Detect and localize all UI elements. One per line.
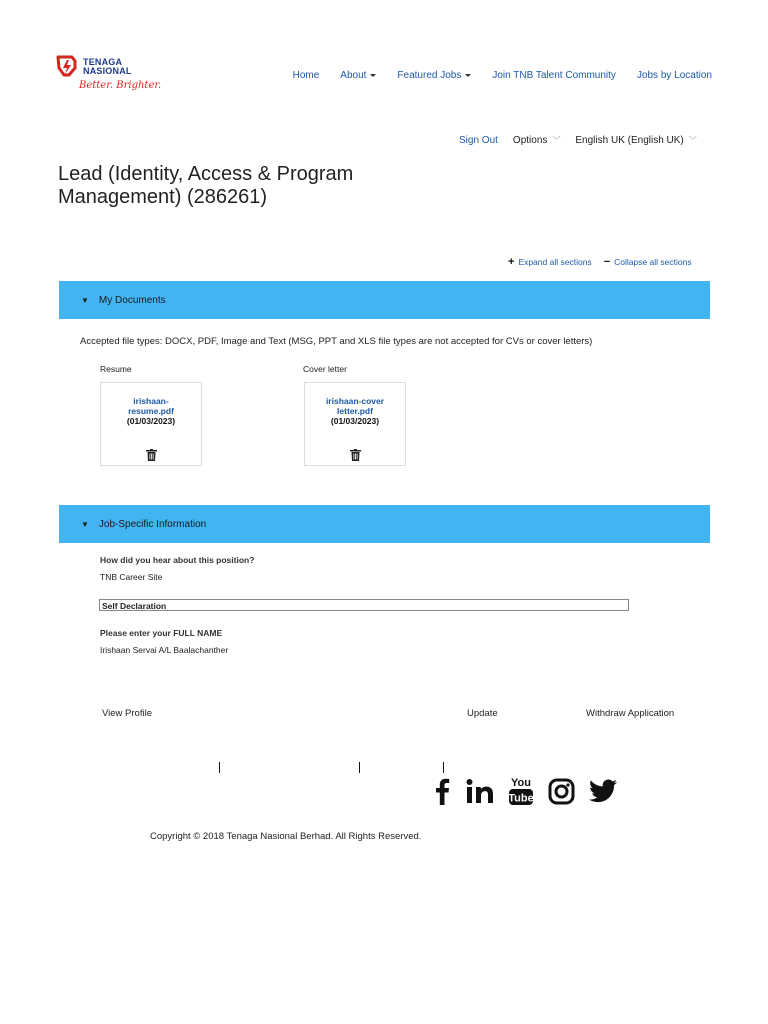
nav-join-talent-community[interactable]: Join TNB Talent Community [492, 70, 616, 81]
chevron-down-icon: ﹀ [552, 136, 561, 145]
section-title: Job-Specific Information [98, 518, 207, 530]
footer-separator [359, 762, 360, 773]
answer-full-name: Irishaan Servai A/L Baalachanther [100, 645, 229, 655]
job-specific-info-header[interactable] [59, 505, 710, 543]
expand-all-button[interactable]: + Expand all sections [508, 256, 592, 268]
logo-wordmark: TENAGA NASIONAL [83, 57, 132, 76]
question-how-did-you-hear: How did you hear about this position? [100, 555, 255, 565]
collapse-all-button[interactable]: − Collapse all sections [603, 256, 692, 268]
resume-file-link[interactable]: irishaan-resume.pdf [128, 396, 174, 416]
trash-icon[interactable] [146, 449, 157, 461]
cover-letter-file-link[interactable]: irishaan-cover letter.pdf [325, 396, 385, 416]
utility-bar [459, 135, 697, 146]
copyright-text: Copyright © 2018 Tenaga Nasional Berhad. All Rights Reserved. [150, 831, 422, 842]
svg-text:Tube: Tube [508, 792, 534, 805]
youtube-icon[interactable] [508, 776, 534, 806]
page-title: Lead (Identity, Access & Program Management) (286261) [58, 163, 354, 208]
view-profile-button[interactable]: View Profile [102, 708, 152, 719]
trash-icon[interactable] [350, 449, 361, 461]
social-links [432, 776, 617, 806]
resume-label: Resume [100, 364, 132, 374]
my-documents-header[interactable] [59, 281, 710, 319]
options-dropdown[interactable] [513, 135, 560, 146]
top-nav [293, 70, 712, 81]
section-controls [508, 256, 692, 268]
minus-icon: − [603, 256, 611, 268]
update-button[interactable]: Update [467, 708, 498, 719]
options-label: Options [512, 135, 548, 146]
footer-separator [443, 762, 444, 773]
tnb-logo[interactable] [55, 54, 162, 96]
language-label: English UK (English UK) [575, 135, 684, 146]
nav-jobs-by-location[interactable]: Jobs by Location [636, 70, 712, 81]
question-full-name: Please enter your FULL NAME [100, 628, 223, 638]
answer-how-did-you-hear: TNB Career Site [100, 572, 163, 582]
nav-about[interactable]: About [340, 70, 376, 81]
cover-letter-label: Cover letter [303, 364, 347, 374]
nav-featured-jobs[interactable]: Featured Jobs [397, 70, 471, 81]
instagram-icon[interactable] [548, 778, 575, 805]
nav-home[interactable]: Home [292, 70, 320, 81]
chevron-down-icon: ﹀ [688, 136, 697, 145]
caret-down-icon: ▼ [81, 295, 89, 305]
language-dropdown[interactable] [575, 135, 696, 146]
logo-tagline: Better. Brighter. [79, 80, 162, 91]
caret-down-icon: ▼ [81, 519, 89, 529]
section-title: My Documents [98, 294, 166, 306]
plus-icon: + [508, 256, 515, 268]
resume-card [100, 382, 202, 466]
sign-out-link[interactable]: Sign Out [459, 135, 498, 146]
withdraw-application-button[interactable]: Withdraw Application [586, 708, 675, 719]
caret-down-icon [465, 74, 471, 77]
facebook-icon[interactable] [432, 777, 452, 805]
accepted-file-types: Accepted file types: DOCX, PDF, Image and Text (MSG, PPT and XLS file types are not accepted for CVs or cover letters) [80, 336, 593, 347]
linkedin-icon[interactable] [466, 778, 494, 804]
footer-separator [219, 762, 220, 773]
resume-date: (01/03/2023) [126, 416, 176, 426]
svg-text:You: You [511, 777, 531, 789]
self-declaration-box: Self Declaration [99, 599, 629, 611]
cover-letter-card [304, 382, 406, 466]
twitter-icon[interactable] [589, 779, 617, 803]
cover-letter-date: (01/03/2023) [330, 416, 380, 426]
caret-down-icon [370, 74, 376, 77]
